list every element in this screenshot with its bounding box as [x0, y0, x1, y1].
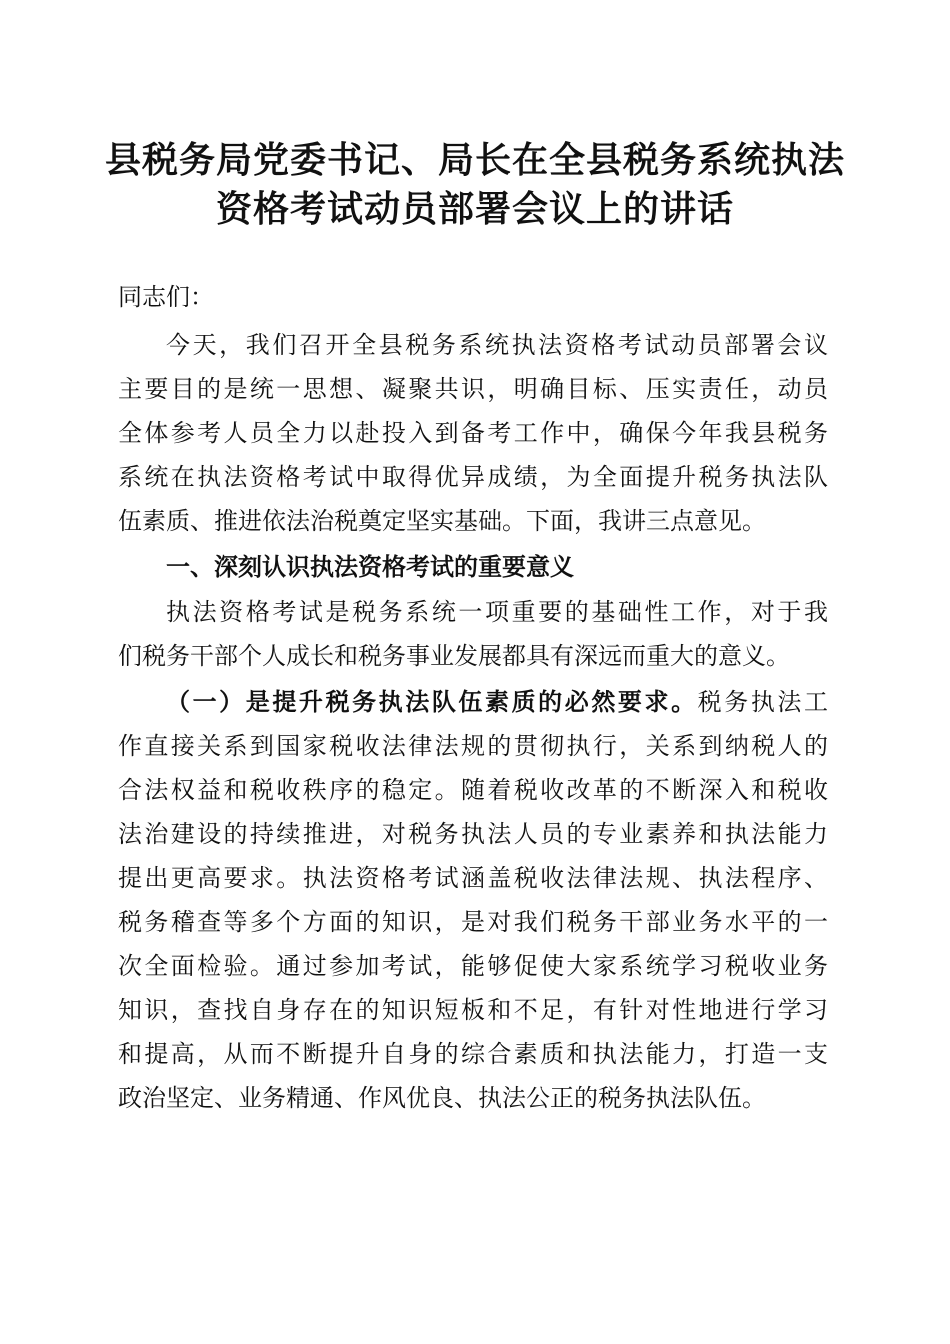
subsection-body-line: 法治建设的持续推进，对税务执法人员的专业素养和执法能力 — [118, 820, 828, 848]
subsection-body-line: 作直接关系到国家税收法律法规的贯彻执行，关系到纳税人的 — [118, 732, 828, 760]
subsection-body-line: 税务稽查等多个方面的知识，是对我们税务干部业务水平的一 — [118, 908, 828, 936]
section-intro-line: 执法资格考试是税务系统一项重要的基础性工作，对于我 — [166, 598, 828, 626]
salutation: 同志们： — [118, 283, 214, 311]
section-heading: 一、深刻认识执法资格考试的重要意义 — [166, 553, 574, 581]
intro-line: 主要目的是统一思想、凝聚共识，明确目标、压实责任，动员 — [118, 375, 828, 403]
subsection-lead-line — [166, 680, 828, 724]
subsection-body-line: 次全面检验。通过参加考试，能够促使大家系统学习税收业务 — [118, 952, 828, 980]
subsection-lead-tail: 税务执法工 — [697, 688, 828, 716]
subsection-heading: （一）是提升税务执法队伍素质的必然要求。 — [166, 687, 698, 716]
document-title-line-2: 资格考试动员部署会议上的讲话 — [215, 188, 734, 230]
subsection-body-line: 提出更高要求。执法资格考试涵盖税收法律法规、执法程序、 — [118, 864, 828, 892]
intro-line: 系统在执法资格考试中取得优异成绩，为全面提升税务执法队 — [118, 463, 828, 491]
intro-line: 今天，我们召开全县税务系统执法资格考试动员部署会议 — [166, 331, 828, 359]
document-title-line-1: 县税务局党委书记、局长在全县税务系统执法 — [104, 139, 845, 181]
subsection-body-line: 和提高，从而不断提升自身的综合素质和执法能力，打造一支 — [118, 1040, 828, 1068]
intro-line: 伍素质、推进依法治税奠定坚实基础。下面，我讲三点意见。 — [118, 507, 766, 535]
subsection-body-line: 知识，查找自身存在的知识短板和不足，有针对性地进行学习 — [118, 996, 828, 1024]
subsection-body-line: 合法权益和税收秩序的稳定。随着税收改革的不断深入和税收 — [118, 776, 828, 804]
section-intro-line: 们税务干部个人成长和税务事业发展都具有深远而重大的意义。 — [118, 642, 790, 670]
subsection-body-line: 政治坚定、业务精通、作风优良、执法公正的税务执法队伍。 — [118, 1084, 766, 1112]
intro-line: 全体参考人员全力以赴投入到备考工作中，确保今年我县税务 — [118, 419, 828, 447]
